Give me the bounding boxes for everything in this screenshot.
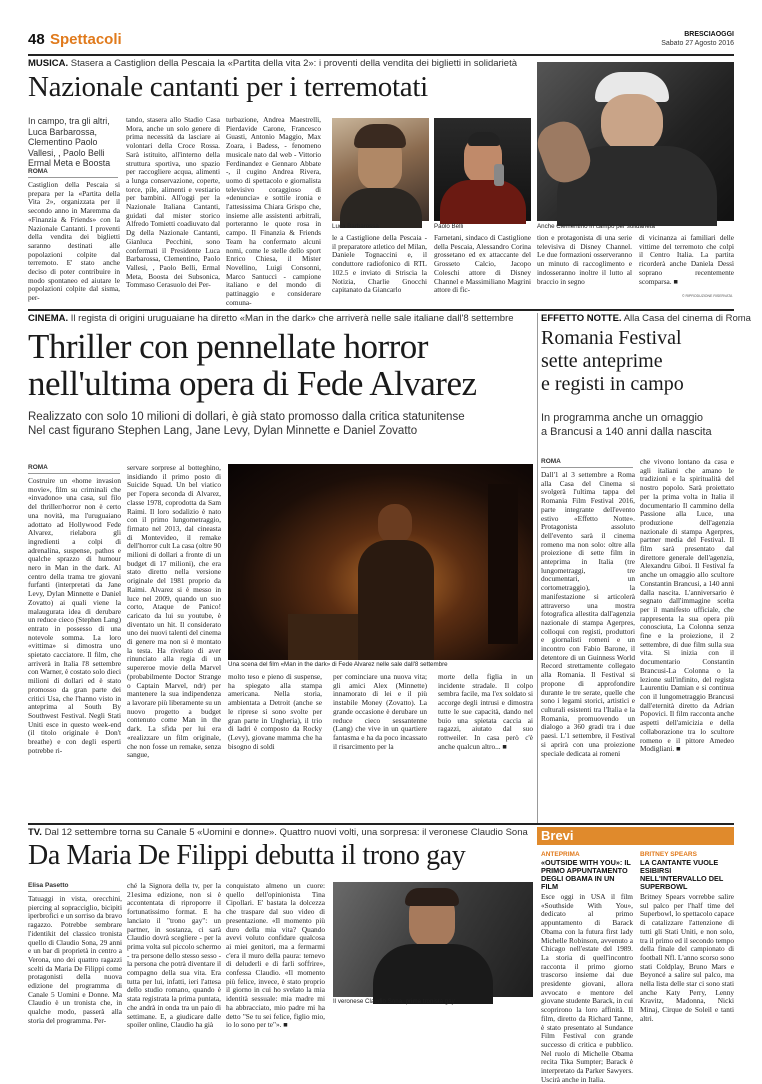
story2-headline-line2: nell'ultima opera di Fede Alvarez xyxy=(28,364,477,403)
story1-headline: Nazionale cantanti per i terremotati xyxy=(28,71,428,103)
story2-col5: morte della figlia in un incidente stradale. Il colpo sembra facile, ma l'ex soldato si accorge degli intrusi e dimostra tutte le sue capacità, dando nel buio una spietata caccia ai ragazzi, aiutato dal suo rottweiler. In casa però c'è anche qualcun altro... ■ xyxy=(438,672,533,751)
brevi-title: Brevi xyxy=(541,828,574,843)
story1-copyright: © RIPRODUZIONE RISERVATA xyxy=(682,294,733,298)
page-number: 48 xyxy=(28,31,45,48)
story1-bottom-rule xyxy=(28,309,734,311)
story1-col4: le a Castiglione della Pescaia - il preparatore atletico del Milan, Daniele Tognaccini e, il conduttore radiofonico di RTL 102.5 e inviato di Striscia la Notizia, Charlie Gnocchi capitanato da Giancarlo xyxy=(332,233,427,295)
story3-headline-line3: e registi in campo xyxy=(541,373,684,395)
story2-headline xyxy=(28,328,533,402)
story2-col1: Costruire un «home invasion movie», film su criminali che «invadono» una casa, sul filo del thriller/horror non è certo una novità, ma l'uruguaiano adottato ad Hollywood Fede Alvarez, rielabora gli ingredienti a colpi di adrenalina, suspense, pathos e qualche sprazzo di humour nero in Man in the dark. Al centro della trama tre giovani furfanti (interpretati da Jane Levy, Dylan Minnette e Daniel Zovatto) ai quali viene la malaugurata idea di derubare un reduce cieco (Stephen Lang) entrato in possesso di una notevole somma. La loro «vittima» si dimostra uno spietato cacciatore. Il film, che arriverà in Italia l'8 settembre con Warner, è costato solo dieci milioni di dollari ed è stato promosso da gran parte dei critici Usa, che l'hanno visto in anteprima al South By Southwest Festival. Negli Stati Uniti esce in questo week-end (il titolo originale è Don't breathe) e con degli esperti potrebbe ri- xyxy=(28,476,121,755)
story3-summary-line2: a Brancusi a 140 anni dalla nascita xyxy=(541,426,712,438)
story3-byline: ROMA xyxy=(541,458,633,468)
brevi-header xyxy=(537,827,734,845)
page-header xyxy=(28,31,734,51)
story1-col7: di vicinanza ai familiari delle vittime del terremoto che colpì il Centro Italia. La partita ricorderà anche Daniela Dessì soprano recentemente scomparsa. ■ xyxy=(639,233,734,286)
brevi-item1-title: «OUTSIDE WITH YOU»: IL PRIMO APPUNTAMENTO DEGLI OBAMA IN UN FILM xyxy=(541,858,631,891)
story3-headline-line1: Romania Festival xyxy=(541,327,682,349)
story1-kicker-text: Stasera a Castiglion della Pescaia la «Partita della vita 2»: i proventi della vendita dei biglietti in solidarietà xyxy=(70,58,517,69)
story2-headline-line1: Thriller con pennellate horror xyxy=(28,327,428,366)
brevi-item2-head: BRITNEY SPEARS xyxy=(640,851,697,858)
story3-col2: che vivono lontano da casa e agli italiani che amano le tradizioni e la spiritualità del nostro popolo. Sarà proiettato per la prima volta in Italia il documentario Il cammino della Passione alla Luce, una produzione dell'agenzia nazionale di stampa Agerpres, partner media del Festival. Il film sarà presentato dal direttore generale dell'agenzia, Alexandru Giboi. Il Festival fa anche un omaggio allo scultore Constantin Brancusi, a 140 anni dalla nascita. L'anniversario è segnato dall'immagine scelta per il manifesto ufficiale, che rappresenta la sua opera più conosciuta, La Colonna senza fine e la proiezione, il 2 settembre, di due film sulla sua vita. Si inizia con il documentario Constantin Brancusi-La Colonna o la lezione sull'infinito, del regista Laurentiu Damian e si continua con il lungometraggio Brancusi dall'eternità diretto da Adrian Popovici. Il film racconta anche aspetti dell'amicizia e della collaborazione tra lo scultore romeno e il pittore Amedeo Modigliani. ■ xyxy=(640,457,734,754)
story1-col1: Castiglion della Pescaia si prepara per la «Partita della Vita 2», organizzata per il secondo anno in Maremma da «Finanzia & Friends» con la Nazionale Cantanti. I proventi della vendita dei biglietti saranno destinati alle popolazioni colpite dal terremoto. E' stato anche deciso di poter contribuire in modo spontaneo ed aiutare le popolazioni colpite dal sisma, per- xyxy=(28,180,120,303)
story4-caption: Il veronese Claudio Sona, prima tronista gay xyxy=(333,998,455,1005)
story3-summary xyxy=(541,411,734,439)
story3-kicker-text: Alla Casa del cinema di Roma xyxy=(623,313,751,324)
story2-caption: Una scena del film «Man in the dark» di Fede Alvarez nelle sale dall'8 settembre xyxy=(228,661,448,668)
story2-col4: per cominciare una nuova vita; gli amici Alex (Minnette) innamorato di lei e il più instabile Money (Zovatto). La grande occasione è derubare un reduce cieco sessantenne (Lang) che vive in un quartiere fantasma e ha da poco incassato il risarcimento per la xyxy=(333,672,427,751)
story3-kicker-label: EFFETTO NOTTE. xyxy=(541,313,622,324)
story3-divider xyxy=(537,313,538,823)
story2-col3: molto teso e pieno di suspense, ha spiegato alla stampa americana. Nella storia, ambientata a Detroit (anche se le riprese si sono svolte per gran parte in Ungheria), il trio di ladri è composto da Rocky (Levy), giovane mamma che ha bisogno di soldi xyxy=(228,672,322,751)
story4-col2: ché la Signora della tv, per la 21esima edizione, non si è accontentata di riproporre il fortunatissimo format. E ha lanciato il "trono gay": un partner, in sostanza, ci sarà Claudio dovrà scegliere - per la prima volta sul piccolo schermo - tra persone dello stesso sesso - la persona che potrà diventare il compagno della sua vita. Era tutta per lui, infatti, ieri l'attesa dello studio romano, quando è stata registrata la prima puntata, che andrà in onda tra un paio di settimane. E, a giudicare dalle spoiler online, Claudio ha già xyxy=(127,881,221,1030)
story1-caption2: Paolo Belli xyxy=(434,223,464,230)
story2-summary-line1: Realizzato con solo 10 milioni di dollari, è già stato promosso dalla critica statunitense xyxy=(28,411,465,423)
brevi-item2-title: LA CANTANTE VUOLE ESIBIRSI NELL'INTERVALLO DEL SUPERBOWL xyxy=(640,858,724,891)
story4-kicker-text: Dal 12 settembre torna su Canale 5 «Uomini e donne». Quattro nuovi volti, una sorpresa: il veronese Claudio Sona xyxy=(44,827,528,838)
story3-col1: Dall'1 al 3 settembre a Roma alla Casa del Cinema si svolgerà l'ultima tappa del Romania Film Festival 2016, parte integrante dell'evento estivo «Effetto Notte». Protagonista assoluto dell'evento sarà il cinema romeno ma non solo: oltre alla proiezione di sette film in anteprima in Italia (tre lungometraggi, tre documentari, un cortometraggio), la manifestazione si articolerà attraverso una mostra fotografica allestita dall'agenzia nazionale di stampa Agerpres, colloqui con registi, produttori e giornalisti romeni e un incontro con Fabio Barone, il detentore di un Guinness World Record strettamente collegato alla Romania. Il Festival si propone di approfondire durante le tre serate, quelle che sono i legami storici, artistici e culturali esistenti tra l'Italia e la Romania, promuovendo un dialogo a 360 gradi tra i due paesi. L'1 settembre, il Festival si aprirà con una proiezione speciale dedicata ai romeni xyxy=(541,470,635,758)
story4-kicker xyxy=(28,827,533,838)
story1-col2: tando, stasera allo Stadio Casa Mora, anche un solo genere di prima necessità da lasciare ai volontari della Croce Rossa. Sarà istituito, all'interno della struttura sportiva, uno spazio per raccogliere acqua, alimenti a lunga conservazione, coperte, torce, pile, alimenti e vestiario per bambini. All'oggi per la Nazionale Italiana Cantanti, guidati dal mister storico Alfredo Tomietti coadiuvato dal Dg della Nazionale Cantanti, Gianluca Pecchini, sono confermati il Presidente Luca Barbarossa, Clementino, Paolo Vallesi, , Paolo Belli, Ermal Meta, Boosta dei Subsonica, Tommaso Cerasuolo dei Per- xyxy=(126,115,220,290)
issue-date: Sabato 27 Agosto 2016 xyxy=(661,40,734,47)
story2-summary-line2: Nel cast figurano Stephen Lang, Jane Levy, Dylan Minnette e Daniel Zovatto xyxy=(28,425,418,437)
story4-col3: conquistato almeno un cuore: quello dell'opinionista Tina Cipollari. E' bastata la dolcezza che traspare dal suo video di presentazione. «Il momento più duro della mia vita? Quando avevi voluto confidare qualcosa ai miei genitori, ma a fermarmi c'era il muro della paura: temevo di deluderli e di farli soffrire», confessa Claudio. «Il momento più felice, invece, è stato proprio il giorno in cui ho svelato la mia identità sessuale: mia madre mi ha abbracciato, mio padre mi ha detto "Se tu sei felice, figlio mio, io lo sono per te"». ■ xyxy=(226,881,325,1030)
story1-byline: ROMA xyxy=(28,168,118,178)
story2-bottom-rule xyxy=(28,823,734,825)
story1-kicker-label: MUSICA. xyxy=(28,58,69,69)
story1-caption1: Luca Barbarossa xyxy=(332,223,379,230)
man-in-the-dark-photo xyxy=(228,464,533,660)
story1-col3: turbazione, Andrea Maestrelli, Pierdavide Carone, Francesco Guasti, Antonio Maggio, Max Zoara, i Badess, - fenomeno musicale nato dal web - Vittorio Ferdinandez e Gennaro Abbate -, il cugino Andrea Rivera, uomo di spettacolo e giornalista televisivo coraggioso di «denuncia» e sottile ironia e l'attesissima Chiara Grispo che, insieme alle assistenti arbitrali, porteranno le quote rosa in campo. Il Finanzia & Friends Team ha confermato alcuni nomi, come le stelle dello sport Enrico Chiesa, il Mister Novellino, Luigi Consonni, Marco Santucci - campione italiano e del mondo di pattinaggio e considerare comuna- xyxy=(226,115,321,307)
story1-caption3: Anche Clementino in campo per solidarietà xyxy=(537,223,655,230)
brevi-item1-body: Esce oggi in USA il film «Southside With You», dedicato al primo appuntamento di Barack Obama con la futura first lady Michelle Robinson, avvenuto a Chicago nell'estate del 1989. La storia di quell'incontro racconta il primo giorno trascorso insieme dai due presidente giovani, allora avvocato e mentore del giovane studente Barack, in cui scoprirono la loro affinità. Il film, diretto da Richard Tanne, è stato presentato al Sundance Film Festival con grande successo di critica e pubblico. Nel ruolo di Michelle Obama recita Tika Sumpter; Barack è interpretato da Parker Sawyers. Uscirà anche in Italia. xyxy=(541,892,633,1084)
story2-kicker-text: Il regista di origini uruguaiane ha diretto «Man in the dark» che arriverà nelle sale italiane dall'8 settembre xyxy=(70,313,514,324)
story1-summary: In campo, tra gli altri, Luca Barbarossa, Clementino Paolo Vallesi, , Paolo Belli Ermal Meta e Boosta xyxy=(28,116,111,168)
story3-headline-line2: sette anteprime xyxy=(541,350,663,372)
story3-kicker xyxy=(541,313,751,324)
brevi-item1-head: ANTEPRIMA xyxy=(541,851,580,858)
section-name: Spettacoli xyxy=(50,31,122,48)
story2-kicker xyxy=(28,313,528,324)
story4-headline: Da Maria De Filippi debutta il trono gay xyxy=(28,840,466,871)
brevi-item2-body: Britney Spears vorrebbe salire sul palco per l'half time del Superbowl, lo spettacolo capace di catalizzare l'attenzione di tutti gli Stati Uniti, e non solo, tra il primo ed il secondo tempo della finale del campionato di football Nfl. L'anno scorso sono stati Coldplay, Bruno Mars e Beyoncé a salire sul palco, ma nella lista delle star ci sono stati anche Katy Perry, Lenny Kravitz, Madonna, Nicki Minaj, Cirque de Soleil e tanti altri. xyxy=(640,892,735,1023)
story1-kicker xyxy=(28,58,548,69)
clementino-photo xyxy=(537,62,734,221)
story4-kicker-label: TV. xyxy=(28,827,42,838)
story2-byline: ROMA xyxy=(28,464,120,474)
header-rule xyxy=(28,54,734,56)
story2-summary xyxy=(28,410,533,438)
luca-barbarossa-photo xyxy=(332,118,429,221)
story1-col6: tion e protagonista di una serie televisiva di Disney Channel. Le due formazioni osserveranno un minuto di raccoglimento e indosseranno inoltre il lutto al braccio in segno xyxy=(537,233,632,286)
story3-summary-line1: In programma anche un omaggio xyxy=(541,412,704,424)
story2-col2: servare sorprese al botteghino, insidiando il primo posto di Suicide Squad. Un bel viatico per l'opera seconda di Alvarez, classe 1978, coprodotta da Sam Raimi. Il loro sodalizio è nato con il primo lungometraggio, firmato nel 2013, dal cineasta di Montevideo, il remake dell'horror cult La casa (oltre 90 milioni di dollari a fronte di un budget di 17 milioni), che era stato diretto nella versione originale del 1981 proprio da Raimi. Alvarez si è messo in luce nel 2009, quando un suo corto, Ataque de Panico! caricato da lui su youtube, è diventato un hit. Il considerato uno dei nuovi talenti del cinema di genere ma non si è montato la testa. Ha rivelato di aver rinunciato alla regia di un supereroe movie della Marvel (probabilmente Doctor Strange o Captain Marvel, ndr) per mantenere la sua indipendenza a lavorare più liberamente su un nuovo progetto a budget contenuto come Man in the dark. La sfida per lui era «realizzare un film originale, che non fosse un remake, senza sangue, xyxy=(127,463,221,760)
claudio-sona-photo xyxy=(333,882,533,997)
paper-name: BRESCIAOGGI xyxy=(684,31,734,38)
story4-byline: Elisa Pasetto xyxy=(28,882,120,892)
story1-col5: Farnetani, sindaco di Castiglione della Pescaia, Alessandro Corina grossetano ed ex attaccante del Grosseto Calcio, Jacopo Coleschi attore di Disney Channel e Massimiliano Magrini attore di fic- xyxy=(434,233,531,295)
paolo-belli-photo xyxy=(434,118,531,221)
story3-headline xyxy=(541,327,734,396)
story2-kicker-label: CINEMA. xyxy=(28,313,69,324)
story4-col1: Tatuaggi in vista, orecchini, piercing al sopracciglio, bicipiti iperbrofici e un sorriso da bravo ragazzo. Potrebbe sembrare l'identikit del classico tronista quello di Claudio Sona, 29 anni e un bar di proprietà in centro a Verona, uno dei quattro ragazzi scelti da Maria De Filippi come protagonisti della nuova edizione del programma di Canale 5 Uomini e Donne. Ma Claudio è un tronista che, in qualche modo, passerà alla storia del programma. Per- xyxy=(28,894,122,1025)
